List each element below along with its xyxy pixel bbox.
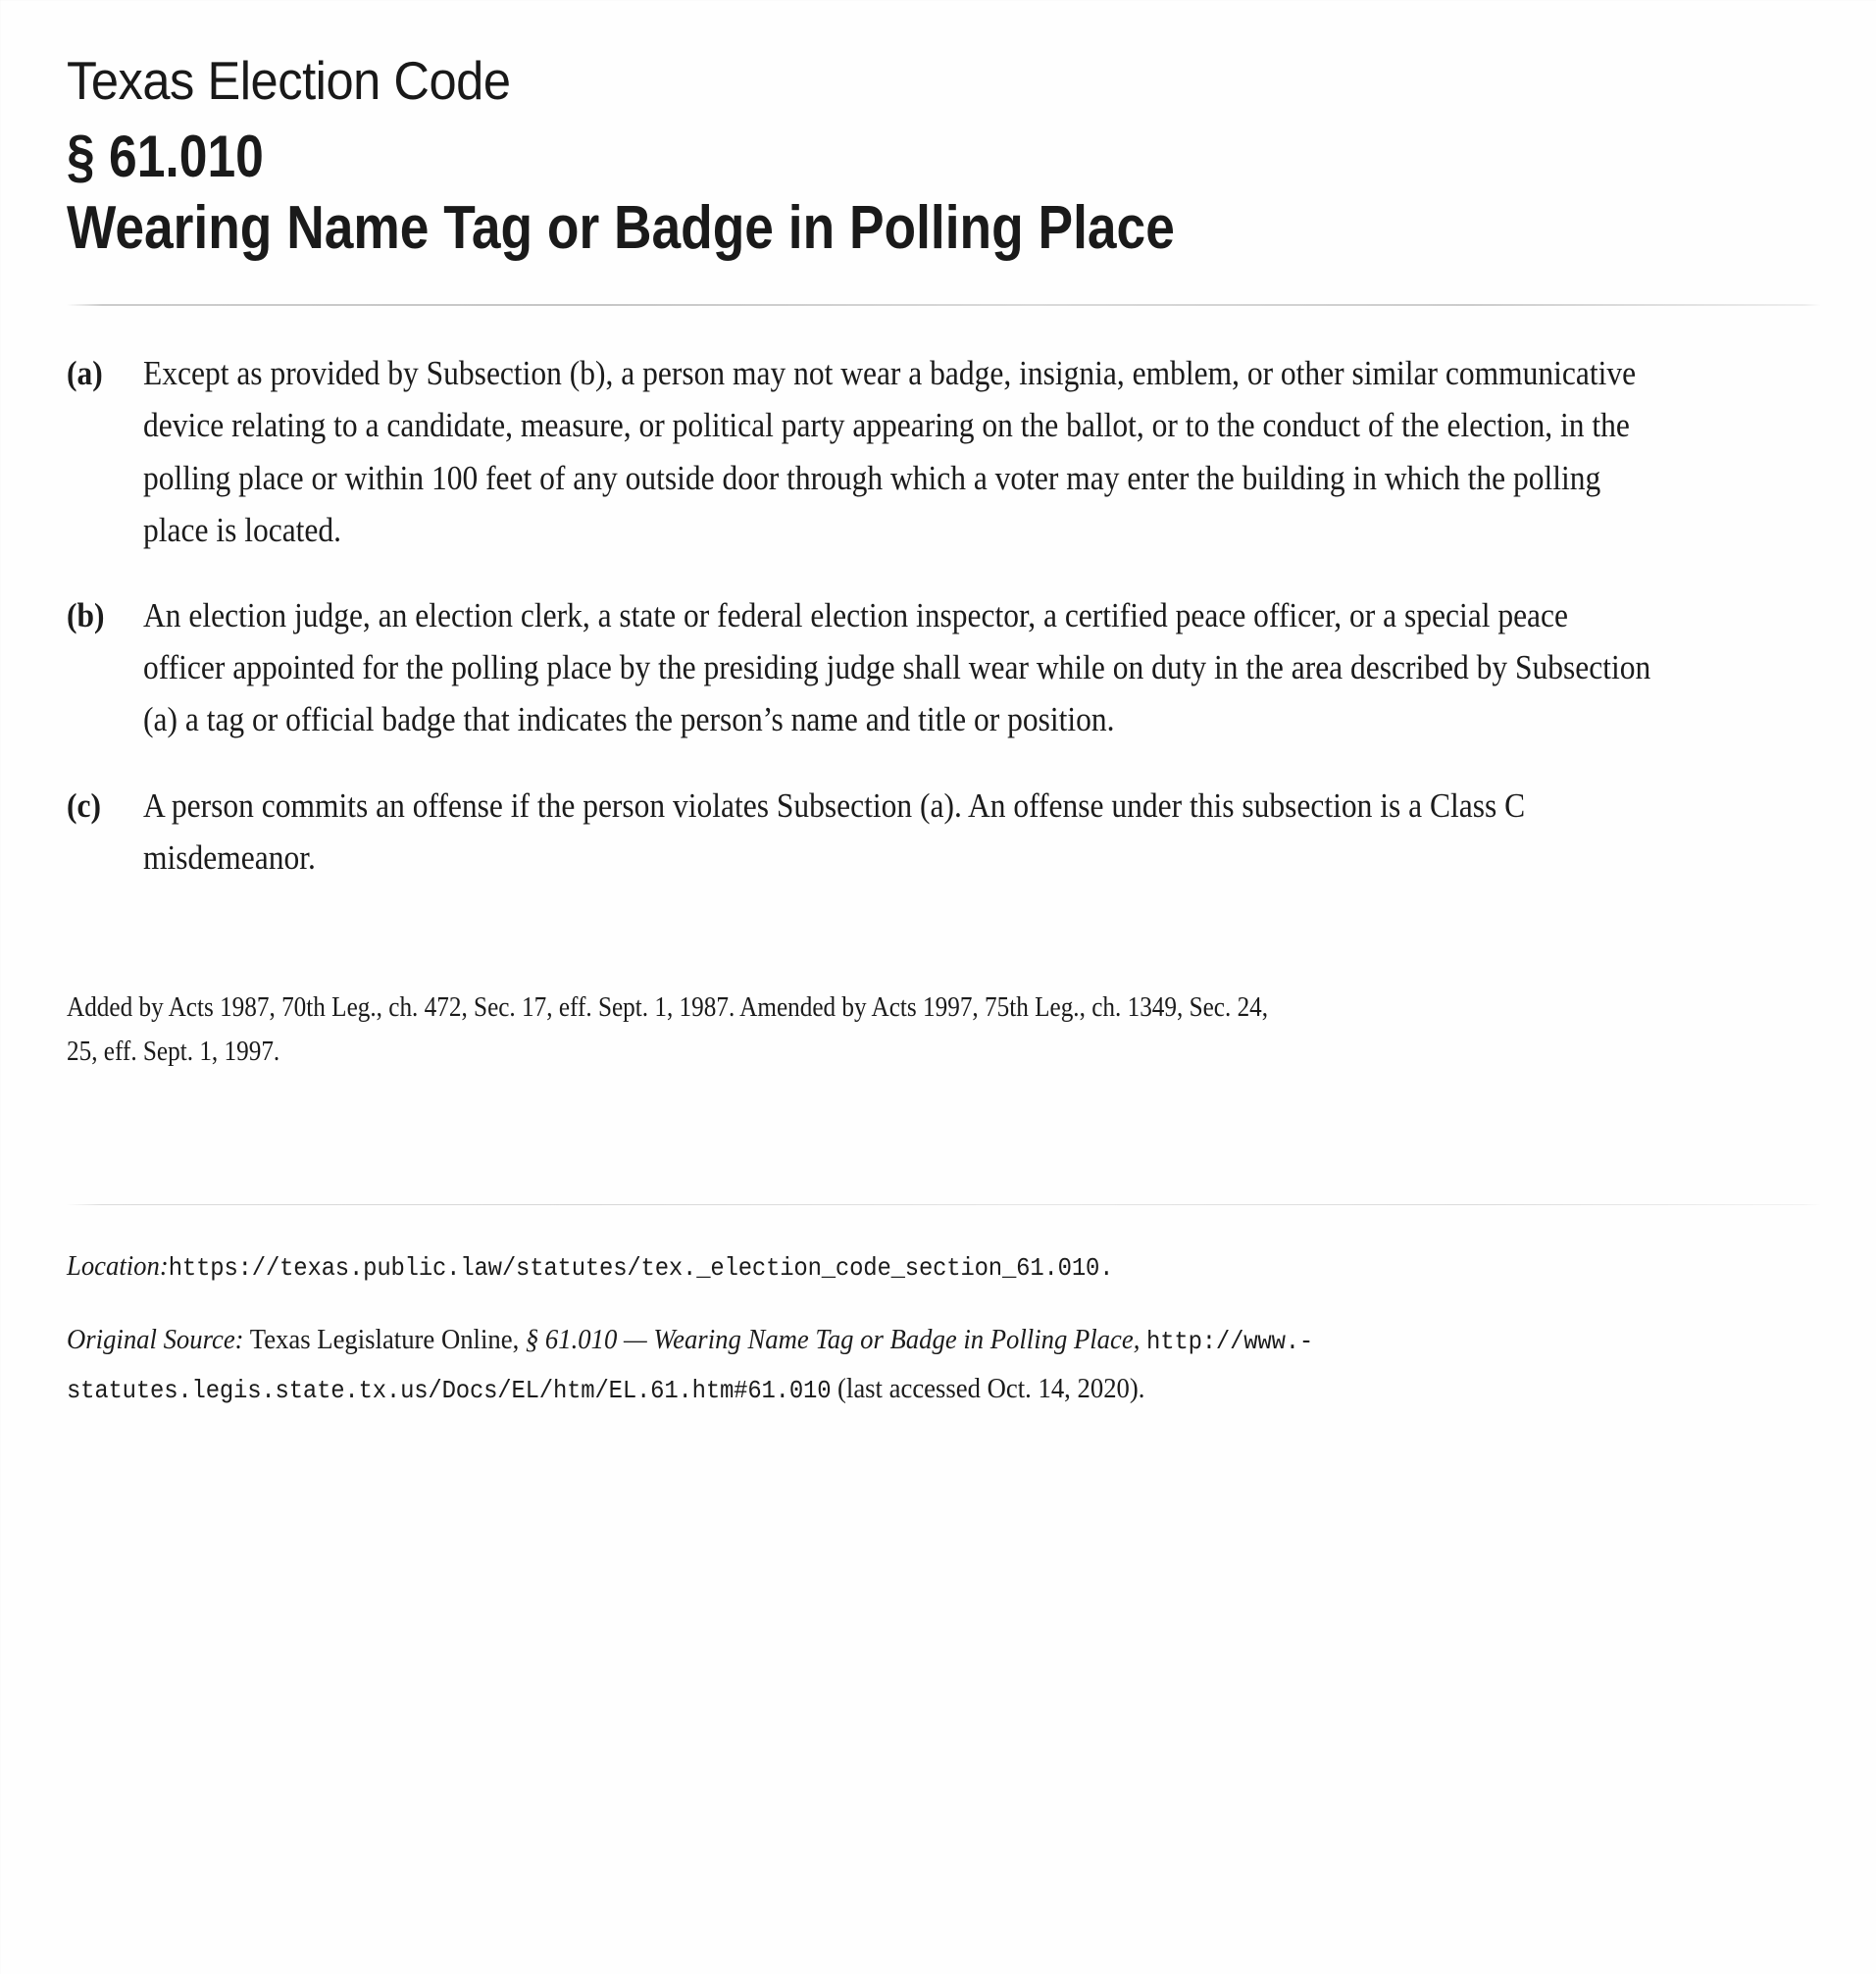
location-line [67,1244,1826,1290]
original-source-line [67,1316,1826,1413]
subsection-marker: (b) [67,595,105,634]
subsection-b [67,589,1821,746]
source-url[interactable]: http://www.-statutes.legis.state.tx.us/Docs/EL/htm/EL.61.htm#61.010 [67,1327,1314,1405]
footer-divider [67,1204,1821,1205]
original-source-label: Original Source: [67,1324,244,1356]
source-footer [67,1204,1821,1413]
source-accessed-date: (last accessed Oct. 14, 2020). [837,1372,1145,1404]
subsection-text: Except as provided by Subsection (b), a person may not wear a badge, insignia, emblem, or other similar communicative device relating to a candidate, measure, or political party appearing on the ballot, or to the conduct of the election, in the polling place or within 100 feet of any outside door through which a voter may enter the building in which the polling place is located. [143,354,1637,549]
section-number: § 61.010 [67,123,264,189]
subsection-c [67,780,1821,884]
header-divider [67,304,1821,306]
source-citation: § 61.010 — Wearing Name Tag or Badge in Polling Place, [525,1324,1141,1356]
subsection-marker: (c) [67,785,101,825]
code-name: Texas Election Code [67,50,511,111]
page-title: Wearing Name Tag or Badge in Polling Place [67,193,1175,262]
location-label: Location: [67,1249,169,1282]
subsection-marker: (a) [67,354,103,393]
location-url[interactable]: https://texas.public.law/statutes/tex._election_code_section_61.010. [168,1252,1114,1283]
subsection-a [67,347,1821,556]
subsection-text: A person commits an offense if the person violates Subsection (a). An offense under this subsection is a Class C misdemeanor. [143,785,1526,877]
source-publisher: Texas Legislature Online, [249,1324,520,1356]
legislative-history: Added by Acts 1987, 70th Leg., ch. 472, Sec. 17, eff. Sept. 1, 1987. Amended by Acts 1997, 75th Leg., ch. 1349, Sec. 24, 25, eff. Sept. 1, 1997. [67,991,1269,1068]
subsection-list [67,347,1821,884]
subsection-text: An election judge, an election clerk, a state or federal election inspector, a certified peace officer, or a special peace officer appointed for the polling place by the presiding judge shall wear while on duty in the area described by Subsection (a) a tag or official badge that indicates the person’s name and title or position. [143,595,1651,739]
